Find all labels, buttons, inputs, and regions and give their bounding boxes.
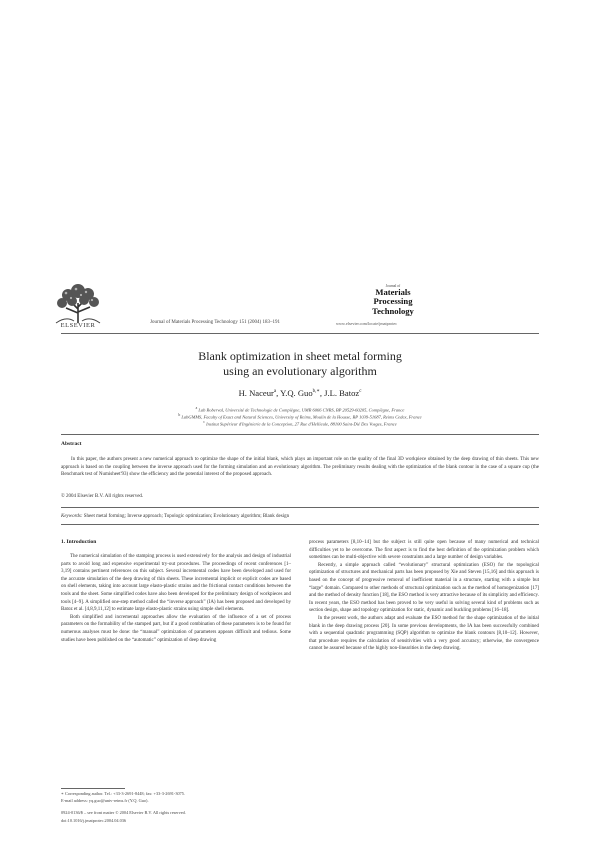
elsevier-tree-logo: [52, 283, 104, 325]
author-affil-mark: a: [273, 389, 277, 395]
keywords-text: Sheet metal forming; Inverse approach; Topologic optimization; Evolutionary algorithm; Blank design: [83, 514, 290, 519]
body-paragraph: process parameters [8,10–14] but the subject is still quite open because of many numerical and technical difficulties yet to be overcome. The first aspect is to find the best definition of the optimization problem which sometimes can be multi-objective with severe constraints and a large number of design variables.: [309, 540, 539, 561]
affiliation-mark: c: [203, 420, 205, 424]
body-paragraph: Recently, a simple approach called “evolutionary” structural optimization (ESO) for the topological optimization of structures and mechanical parts has been proposed by Xie and Steven [15,16] and this approach is based on the concept of progressive removal of inefficient material in a structure, starting with a simple but “large” domain. Compared to other methods of structural optimization such as the method of homogenization [17] and the method of density function [18], the ESO method is very attractive because of its simplicity and efficiency. In recent years, the ESO method has been proved to be very useful in solving several kind of problems such as section design, shape and topology optimization for static, dynamic and buckling problems [16–18].: [309, 562, 539, 614]
author-name: H. Naceur: [238, 388, 274, 398]
author-affil-mark: b,∗: [312, 389, 320, 395]
title-line: Blank optimization in sheet metal forming: [198, 349, 402, 363]
affiliation: [0, 413, 600, 420]
footnote-rule: [61, 788, 125, 789]
journal-url[interactable]: www.elsevier.com/locate/jmatprotec: [336, 321, 398, 326]
abstract-text: In this paper, the authors present a new numerical approach to optimize the shape of the initial blank, which plays an important role on the quality of the final 3D workpiece obtained by the deep drawing of thin sheets. This new approach is based on the coupling between the inverse approach used for the forming simulation and an evolutionary algorithm. The preliminary results dealing with the optimization of the blank contour in the case of a square cup (the Benchmark test of Numisheet'93) show the efficiency and the potential interest of the proposed approach.: [61, 457, 539, 478]
corresponding-author-note: ∗ Corresponding author. Tel.: +33-3-2691-8448; fax: +33-3-2691-3075.: [61, 791, 185, 796]
email-note: E-mail address: yq.guo@univ-reims.fr (Y.Q. Guo).: [61, 798, 149, 803]
journal-logo: [361, 284, 425, 316]
keywords-label: Keywords:: [61, 514, 83, 519]
affiliation-text: Lab Roberval, Université de Technologie de Compiègne, UMR 6066 CNRS, BP 20529-60205, Compiègne, France: [198, 407, 405, 413]
journal-logo-prefix: Journal of: [385, 284, 401, 288]
journal-logo-line: Technology: [372, 305, 414, 316]
abstract-heading: Abstract: [61, 441, 82, 447]
header-rule: [61, 333, 539, 334]
abstract-top-rule: [61, 434, 539, 435]
journal-logo-line: Processing: [373, 296, 413, 307]
affiliation: [0, 420, 600, 427]
affiliation-mark: b: [178, 413, 181, 417]
title-line: using an evolutionary algorithm: [223, 364, 377, 378]
section-heading: 1. Introduction: [61, 539, 97, 545]
keywords: [61, 514, 289, 519]
keywords-rule: [61, 507, 539, 508]
journal-logo-line: Materials: [375, 287, 411, 297]
author-list: H. Naceur$^a$, Y.Q. Guo$^{b,∗}$, J.L. Batoz$^c$: [238, 388, 362, 398]
author-name: J.L. Batoz: [324, 388, 360, 398]
doi-line[interactable]: doi:10.1016/j.jmatprotec.2004.04.036: [61, 818, 127, 823]
author-name: Y.Q. Guo: [280, 388, 313, 398]
paper-title: [0, 349, 600, 379]
body-paragraph: Both simplified and incremental approaches allow the evaluation of the influence of a set of process parameters on the formability of the stamped part, but if a good combination of these parameters is to be found for numerous analyses must be done: the “manual” optimization of parameters appears difficult and tedious. Some studies have been published on the “automatic” optimization of deep drawing: [61, 614, 291, 643]
publisher-name: ELSEVIER: [60, 322, 96, 329]
affiliation: [0, 406, 600, 413]
affiliation-text: Institut Supérieur d'Ingénierie de la Conception, 27 Rue d'Hellieule, 88100 Saint-Dié Des Vosges, France: [206, 421, 397, 427]
keywords-bottom-rule: [61, 524, 539, 525]
abstract-copyright: © 2004 Elsevier B.V. All rights reserved.: [61, 494, 144, 499]
left-column: [61, 553, 291, 644]
issn-line: 0924-0136/$ – see front matter © 2004 Elsevier B.V. All rights reserved.: [61, 810, 186, 815]
affiliation-text: LabGMMS, Faculty of Exact and Natural Sciences, University of Reims, Moulin de la Housse, BP 1039-51687, Reims Cedex, France: [181, 414, 422, 420]
journal-citation: Journal of Materials Processing Technology 151 (2004) 183–191: [150, 320, 280, 325]
affiliation-mark: a: [195, 406, 198, 410]
body-paragraph: The numerical simulation of the stamping process is used extensively for the analysis and design of industrial parts to avoid long and expensive experimental try-out procedures. The proceedings of recent conferences [1–3,19] contains pertinent references on this subject. Several incremental codes have been developed and used for the accurate simulation of the deep drawing of thin sheets. These incremental implicit or explicit codes are based on shell elements, taking into account large elasto-plastic strains and the frictional contact conditions between the tools and the sheet. Some simplified codes have also been developed for the preliminary design of workpieces and tools [4–9]. A simplified one-step method called the “inverse approach” (IA) has been proposed and developed by Batoz et al. [4,8,9,11,12] to estimate large elasto-plastic strains using simple shell elements.: [61, 554, 291, 613]
journal-logo-title: [361, 288, 425, 316]
body-paragraph: In the present work, the authors adapt and evaluate the ESO method for the shape optimization of the initial blank in the deep drawing process [20]. In some previous developments, the IA has been successfully combined with a sequential quadratic programming (SQP) algorithm to optimize the blank contours [8,10–12]. However, that procedure requires the calculation of sensitivities with a very good accuracy; otherwise, the convergence cannot be assured because of the highly non-linearities in the deep drawing.: [309, 615, 539, 652]
author-affil-mark: c: [359, 389, 362, 395]
right-column: [309, 539, 539, 653]
